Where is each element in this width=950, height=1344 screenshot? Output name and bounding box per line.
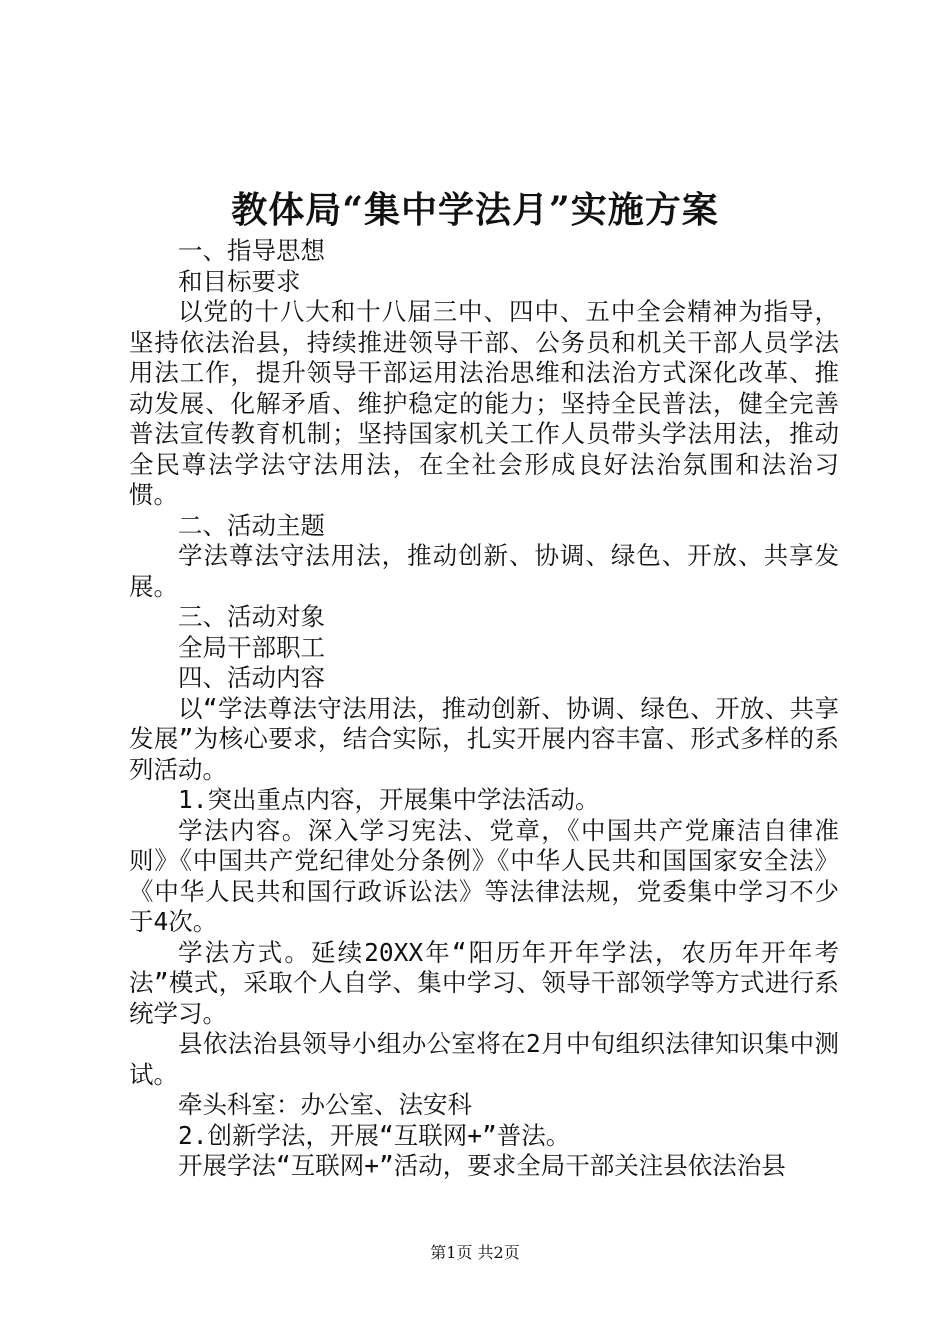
section-heading-activity-theme: 二、活动主题	[178, 510, 325, 540]
document-body	[129, 236, 839, 1182]
paragraph: 学法尊法守法用法，推动创新、协调、绿色、开放、共享发展。	[129, 541, 839, 601]
section-heading-guiding-thought: 一、指导思想	[178, 236, 325, 265]
paragraph: 开展学法“互联网+”活动，要求全局干部关注县依法治县	[178, 1151, 786, 1180]
paragraph: 全局干部职工	[178, 632, 325, 662]
paragraph: 牵头科室：办公室、法安科	[178, 1090, 472, 1119]
paragraph: 学法内容。深入学习宪法、党章，《中国共产党廉洁自律准则》《中国共产党纪律处分条例》《中华人民共和国国家安全法》《中华人民共和国行政诉讼法》等法律法规，党委集中学习不少于4次。	[129, 815, 839, 936]
section-heading-activity-content: 四、活动内容	[178, 663, 325, 692]
subsection-heading: 1.突出重点内容，开展集中学法活动。	[178, 785, 600, 814]
paragraph: 以党的十八大和十八届三中、四中、五中全会精神为指导，坚持依法治县，持续推进领导干部、公务员和机关干部人员学法用法工作，提升领导干部运用法治思维和法治方式深化改革、推动发展、化解矛盾、维护稳定的能力；坚持全民普法，健全完善普法宣传教育机制；坚持国家机关工作人员带头学法用法，推动全民尊法学法守法用法，在全社会形成良好法治氛围和法治习惯。	[129, 297, 839, 509]
document-title: 教体局“集中学法月”实施方案	[231, 189, 719, 231]
paragraph: 学法方式。延续20XX年“阳历年开年学法，农历年开年考法”模式，采取个人自学、集中学习、领导干部领学等方式进行系统学习。	[129, 937, 839, 1028]
paragraph: 县依法治县领导小组办公室将在2月中旬组织法律知识集中测试。	[129, 1029, 839, 1089]
subsection-heading: 2.创新学法，开展“互联网+”普法。	[178, 1120, 571, 1150]
page-footer: 第1页 共2页	[430, 1243, 520, 1262]
section-heading-continuation: 和目标要求	[178, 266, 301, 296]
paragraph: 以“学法尊法守法用法，推动创新、协调、绿色、开放、共享发展”为核心要求，结合实际，扎实开展内容丰富、形式多样的系列活动。	[129, 693, 839, 784]
section-heading-activity-target: 三、活动对象	[178, 602, 325, 631]
